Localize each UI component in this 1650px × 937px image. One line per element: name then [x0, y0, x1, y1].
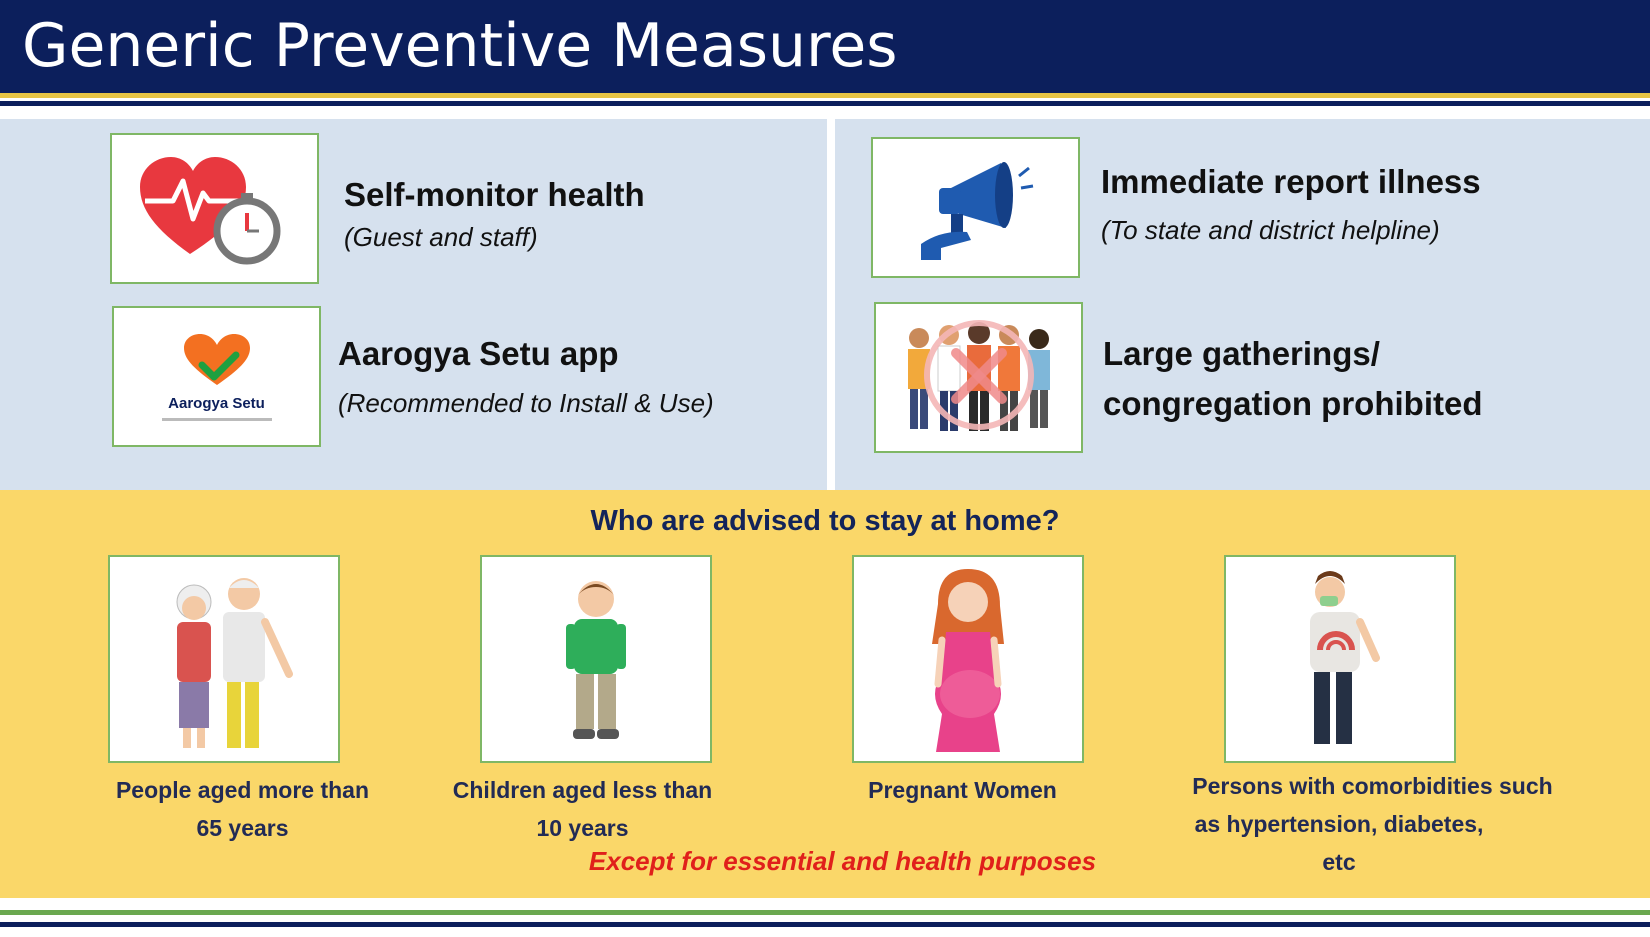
aarogya-setu-logo [182, 333, 252, 389]
header-stripe-navy [0, 101, 1650, 106]
elderly-label-line1: People aged more than [115, 777, 370, 803]
self-monitor-image [110, 133, 319, 284]
aarogya-setu-subtitle: (Recommended to Install & Use) [338, 388, 714, 418]
stay-home-question: Who are advised to stay at home? [590, 505, 1060, 537]
gatherings-title-line1: Large gatherings/ [1103, 335, 1380, 372]
child-label-line1: Children aged less than [452, 777, 713, 803]
child-label-line2: 10 years [536, 815, 629, 841]
self-monitor-title: Self-monitor health [344, 176, 645, 213]
elderly-couple-icon [149, 564, 299, 754]
page-title: Generic Preventive Measures [22, 11, 898, 81]
footer-stripe-white [0, 917, 1650, 920]
aarogya-setu-image [112, 306, 321, 447]
footer-stripe-green [0, 910, 1650, 915]
pregnant-women-label: Pregnant Women [868, 777, 1057, 803]
no-crowd-icon [894, 313, 1064, 443]
footer-stripe-navy [0, 922, 1650, 927]
comorbidities-label-line1: Persons with comorbidities such [1192, 773, 1553, 799]
megaphone-icon [911, 148, 1041, 268]
child-image [480, 555, 712, 763]
heart-monitor-icon [135, 149, 295, 269]
comorbidities-label-line2: as hypertension, diabetes, etc [1194, 811, 1484, 875]
gatherings-title-line2: congregation prohibited [1103, 385, 1483, 422]
exception-note: Except for essential and health purposes [588, 846, 1097, 876]
gatherings-image [874, 302, 1083, 453]
sick-person-icon [1280, 562, 1400, 757]
aarogya-setu-title: Aarogya Setu app [338, 335, 619, 372]
report-illness-subtitle: (To state and district helpline) [1101, 215, 1440, 245]
elderly-image [108, 555, 340, 763]
self-monitor-subtitle: (Guest and staff) [344, 222, 538, 252]
child-icon [541, 569, 651, 749]
elderly-label-line2: 65 years [196, 815, 289, 841]
report-illness-image [871, 137, 1080, 278]
aarogya-setu-tagline-line [162, 418, 272, 421]
pregnant-woman-image [852, 555, 1084, 763]
pregnant-woman-icon [908, 564, 1028, 754]
header-bar [0, 0, 1650, 93]
report-illness-title: Immediate report illness [1101, 163, 1481, 200]
comorbidities-image [1224, 555, 1456, 763]
aarogya-setu-logo-text: Aarogya Setu [168, 394, 265, 412]
